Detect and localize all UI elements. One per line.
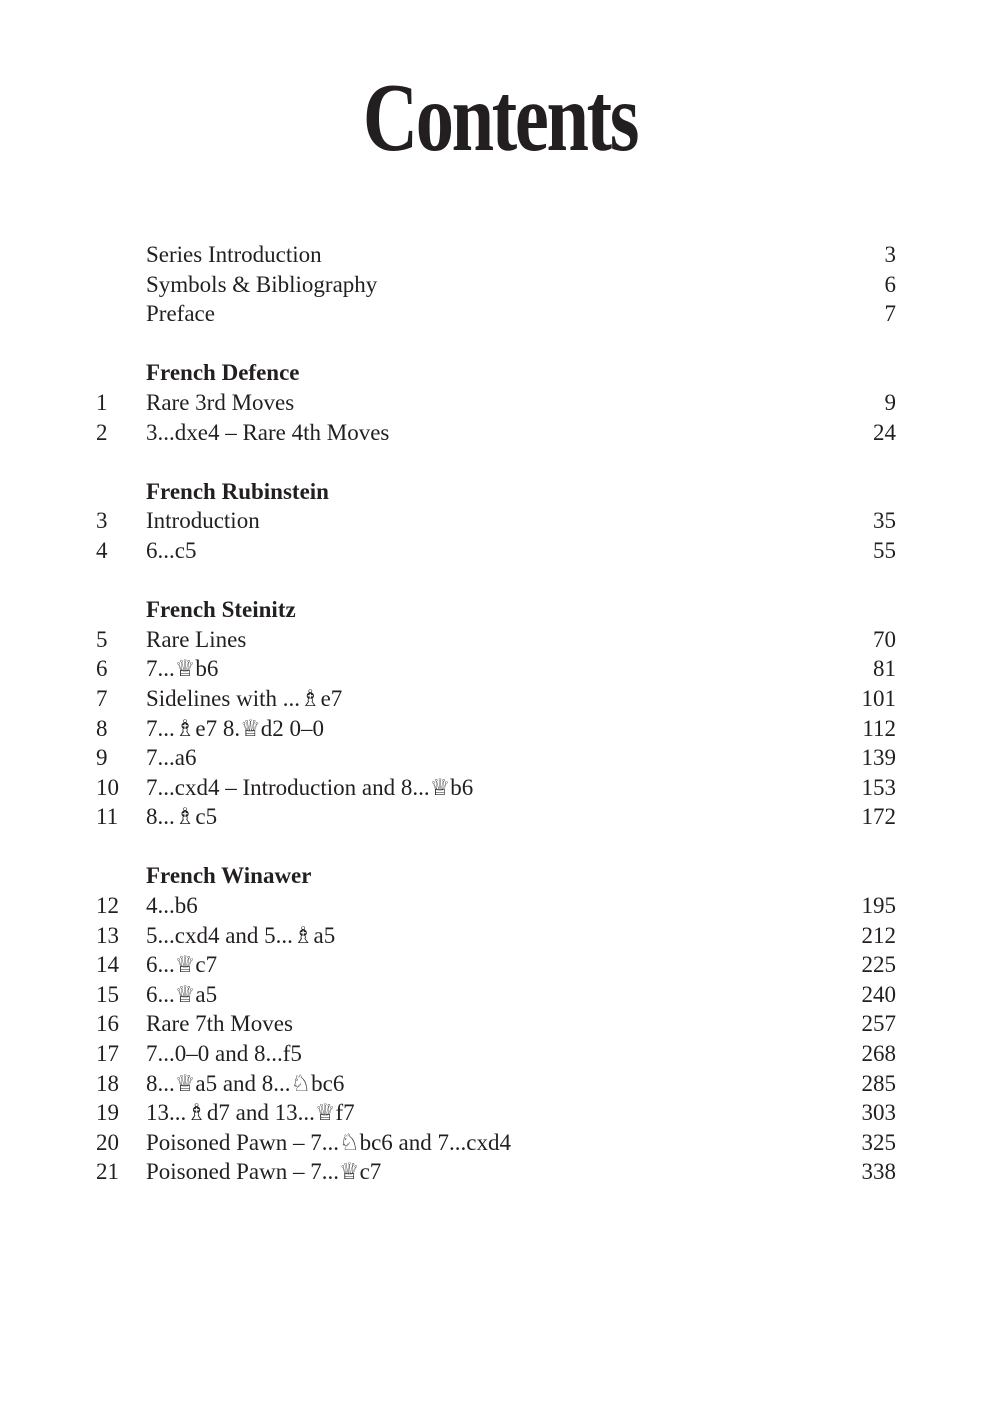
section-heading xyxy=(96,861,896,891)
chapter-page: 35 xyxy=(873,508,896,534)
toc-section xyxy=(96,595,896,832)
entry-page: 6 xyxy=(884,271,896,297)
chapter-number: 16 xyxy=(96,1011,119,1037)
chapter-page: 24 xyxy=(873,419,896,445)
chapter-entry xyxy=(96,773,896,803)
toc-section xyxy=(96,358,896,447)
chapter-entry xyxy=(96,506,896,536)
section-heading xyxy=(96,358,896,388)
chapter-title: 7...♕b6 xyxy=(146,656,219,682)
toc-section xyxy=(96,861,896,1187)
chapter-number: 11 xyxy=(96,804,119,830)
chapter-entry xyxy=(96,714,896,744)
chapter-title: 6...c5 xyxy=(146,537,197,563)
chapter-page: 153 xyxy=(861,774,896,800)
chapter-page: 285 xyxy=(861,1070,896,1096)
chapter-title: Sidelines with ...♗e7 xyxy=(146,685,343,711)
chapter-number: 2 xyxy=(96,419,108,445)
chapter-page: 195 xyxy=(861,893,896,919)
chapter-title: 8...♗c5 xyxy=(146,804,218,830)
chapter-entry xyxy=(96,1069,896,1099)
chapter-page: 338 xyxy=(861,1159,896,1185)
chapter-title: Rare 3rd Moves xyxy=(146,389,295,415)
chapter-number: 14 xyxy=(96,952,119,978)
entry-title: Symbols & Bibliography xyxy=(146,271,378,297)
chapter-entry xyxy=(96,802,896,832)
toc-section xyxy=(96,477,896,566)
chapter-entry xyxy=(96,654,896,684)
section-heading xyxy=(96,477,896,507)
chapter-number: 1 xyxy=(96,389,108,415)
toc-entry xyxy=(96,270,896,300)
chapter-title: 4...b6 xyxy=(146,893,198,919)
chapter-page: 172 xyxy=(861,804,896,830)
chapter-entry xyxy=(96,625,896,655)
chapter-entry xyxy=(96,921,896,951)
chapter-page: 70 xyxy=(873,626,896,652)
chapter-number: 6 xyxy=(96,656,108,682)
chapter-entry xyxy=(96,1157,896,1187)
chapter-entry xyxy=(96,388,896,418)
section-heading-text: French Rubinstein xyxy=(146,478,329,504)
chapter-number: 19 xyxy=(96,1100,119,1126)
chapter-number: 15 xyxy=(96,981,119,1007)
toc-entry xyxy=(96,299,896,329)
chapter-entry xyxy=(96,743,896,773)
chapter-number: 7 xyxy=(96,685,108,711)
chapter-title: Rare Lines xyxy=(146,626,247,652)
chapter-number: 21 xyxy=(96,1159,119,1185)
chapter-page: 139 xyxy=(861,745,896,771)
chapter-entry xyxy=(96,1098,896,1128)
chapter-page: 112 xyxy=(862,715,896,741)
entry-page: 3 xyxy=(884,242,896,267)
entry-page: 7 xyxy=(884,301,896,327)
chapter-title: Rare 7th Moves xyxy=(146,1011,293,1037)
chapter-page: 55 xyxy=(873,537,896,563)
chapter-page: 81 xyxy=(873,656,896,682)
chapter-entry xyxy=(96,684,896,714)
chapter-entry xyxy=(96,1009,896,1039)
chapter-number: 9 xyxy=(96,745,108,771)
toc-entry xyxy=(96,240,896,270)
chapter-page: 101 xyxy=(861,685,896,711)
chapter-number: 18 xyxy=(96,1070,119,1096)
chapter-number: 12 xyxy=(96,893,119,919)
chapter-page: 9 xyxy=(884,389,896,415)
section-heading-text: French Winawer xyxy=(146,863,312,889)
chapter-page: 325 xyxy=(861,1129,896,1155)
chapter-page: 225 xyxy=(861,952,896,978)
table-of-contents xyxy=(96,240,896,1187)
chapter-title: 7...cxd4 – Introduction and 8...♕b6 xyxy=(146,774,474,800)
section-heading-text: French Defence xyxy=(146,360,300,386)
chapter-page: 212 xyxy=(861,922,896,948)
front-matter xyxy=(96,240,896,329)
chapter-title: 7...♗e7 8.♕d2 0–0 xyxy=(146,715,324,741)
chapter-number: 3 xyxy=(96,508,108,534)
chapter-page: 268 xyxy=(861,1041,896,1067)
chapter-title: 6...♕c7 xyxy=(146,952,218,978)
chapter-title: 7...a6 xyxy=(146,745,197,771)
chapter-entry xyxy=(96,1128,896,1158)
chapter-page: 240 xyxy=(861,981,896,1007)
chapter-entry xyxy=(96,950,896,980)
chapter-title: Poisoned Pawn – 7...♕c7 xyxy=(146,1159,382,1185)
chapter-number: 13 xyxy=(96,922,119,948)
chapter-title: 5...cxd4 and 5...♗a5 xyxy=(146,922,336,948)
chapter-entry xyxy=(96,418,896,448)
chapter-title: 7...0–0 and 8...f5 xyxy=(146,1041,302,1067)
chapter-number: 20 xyxy=(96,1129,119,1155)
chapter-number: 4 xyxy=(96,537,108,563)
chapter-entry xyxy=(96,891,896,921)
chapter-title: 8...♕a5 and 8...♘bc6 xyxy=(146,1070,345,1096)
chapter-number: 5 xyxy=(96,626,108,652)
entry-title: Preface xyxy=(146,301,215,327)
section-heading xyxy=(96,595,896,625)
section-heading-text: French Steinitz xyxy=(146,597,296,623)
chapter-entry xyxy=(96,536,896,566)
chapter-number: 8 xyxy=(96,715,108,741)
chapter-number: 17 xyxy=(96,1041,119,1067)
chapter-title: 6...♕a5 xyxy=(146,981,218,1007)
chapter-title: 3...dxe4 – Rare 4th Moves xyxy=(146,419,390,445)
chapter-number: 10 xyxy=(96,774,119,800)
chapter-entry xyxy=(96,980,896,1010)
page-title: Contents xyxy=(362,64,638,172)
entry-title: Series Introduction xyxy=(146,242,322,267)
chapter-title: Introduction xyxy=(146,508,260,534)
chapter-title: Poisoned Pawn – 7...♘bc6 and 7...cxd4 xyxy=(146,1129,511,1155)
chapter-page: 257 xyxy=(861,1011,896,1037)
chapter-page: 303 xyxy=(861,1100,896,1126)
chapter-title: 13...♗d7 and 13...♕f7 xyxy=(146,1100,355,1126)
chapter-entry xyxy=(96,1039,896,1069)
